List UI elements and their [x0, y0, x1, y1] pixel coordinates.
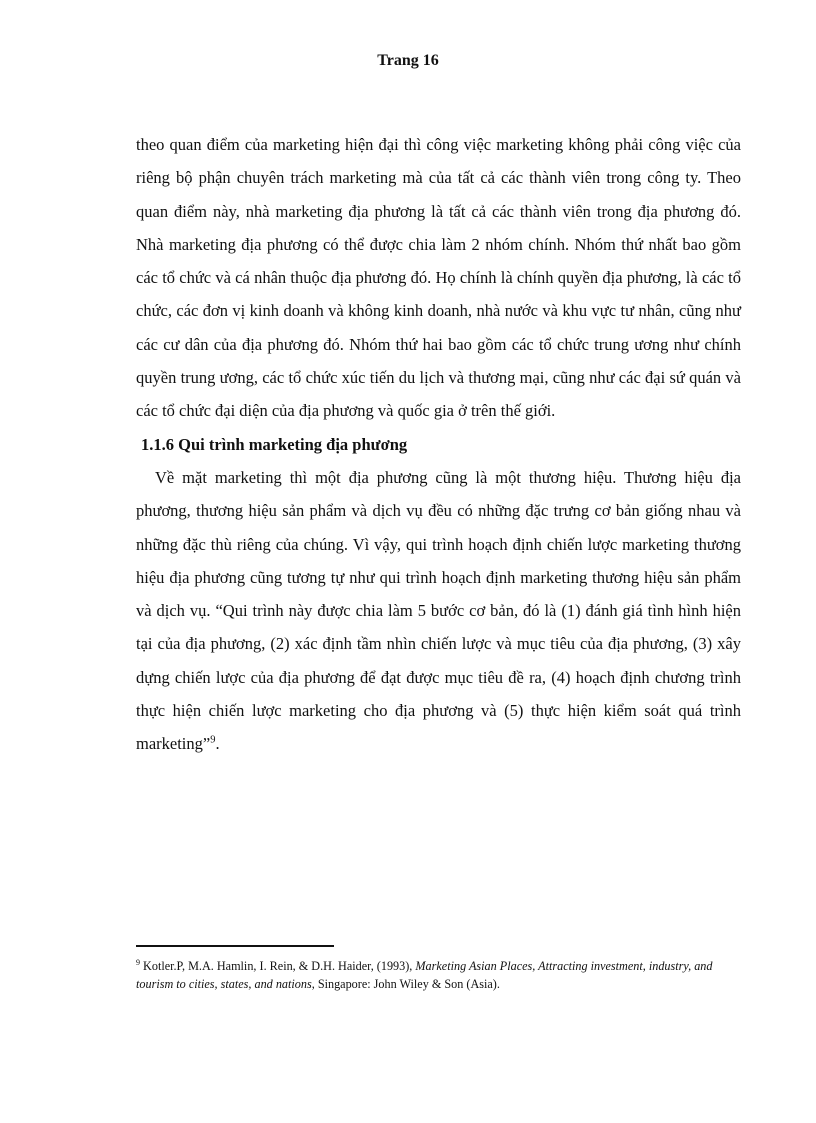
- section-heading: 1.1.6 Qui trình marketing địa phương: [141, 434, 408, 454]
- footnote-reference[interactable]: 9: [210, 734, 216, 746]
- footnote-number: 9: [136, 957, 140, 967]
- footnote-title: Marketing Asian Places, Attracting investment, industry, and tourism to cities, states, and nations: [136, 959, 713, 991]
- document-body: [136, 128, 741, 761]
- paragraph-2-end: .: [215, 734, 220, 754]
- paragraph-1: theo quan điểm của marketing hiện đại thì công việc marketing không phải công việc của riêng bộ phận chuyên trách marketing mà của tất cả các thành viên trong công ty. Theo quan điểm này, nhà marketing địa phương là tất cả các thành viên trong địa phương đó. Nhà marketing địa phương có thể được chia làm 2 nhóm chính. Nhóm thứ nhất bao gồm các tổ chức và cá nhân thuộc địa phương đó. Họ chính là chính quyền địa phương, là các tổ chức, các đơn vị kinh doanh và không kinh doanh, nhà nước và khu vực tư nhân, cũng như các cư dân của địa phương đó. Nhóm thứ hai bao gồm các tổ chức trung ương như chính quyền trung ương, các tổ chức xúc tiến du lịch và thương mại, cũng như các đại sứ quán và các tổ chức đại diện của địa phương và quốc gia ở trên thế giới.: [136, 135, 741, 421]
- paragraph-2-text: Về mặt marketing thì một địa phương cũng là một thương hiệu. Thương hiệu địa phương, thương hiệu sản phẩm và dịch vụ đều có những đặc trưng cơ bản giống nhau và những đặc thù riêng của chúng. Vì vậy, qui trình hoạch định chiến lược marketing thương hiệu địa phương cũng tương tự như qui trình hoạch định marketing thương hiệu sản phẩm và dịch vụ. “Qui trình này được chia làm 5 bước cơ bản, đó là (1) đánh giá tình hình hiện tại của địa phương, (2) xác định tầm nhìn chiến lược và mục tiêu của địa phương, (3) xây dựng chiến lược của địa phương để đạt được mục tiêu đề ra, (4) hoạch định chương trình thực hiện chiến lược marketing cho địa phương và (5) thực hiện kiểm soát quá trình marketing”: [136, 467, 741, 754]
- page-header: Trang 16: [377, 52, 439, 69]
- footnote-divider: [136, 945, 334, 947]
- footnote-authors: Kotler.P, M.A. Hamlin, I. Rein, & D.H. Haider, (1993),: [140, 959, 416, 973]
- footnote-publisher: , Singapore: John Wiley & Son (Asia).: [311, 976, 500, 991]
- paragraph-2: [136, 461, 741, 761]
- footnote: [136, 958, 741, 993]
